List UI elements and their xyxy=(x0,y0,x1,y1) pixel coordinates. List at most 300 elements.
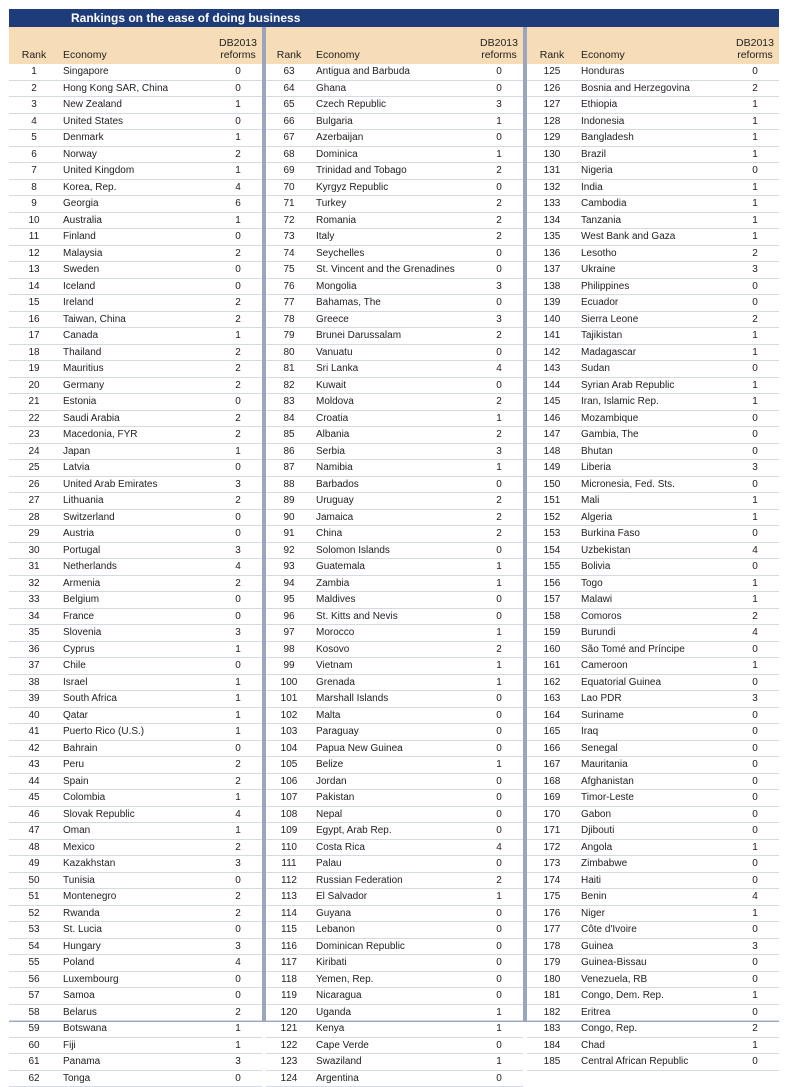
economy-cell: Thailand xyxy=(63,346,102,358)
rank-cell: 182 xyxy=(543,1006,561,1018)
reforms-cell: 0 xyxy=(235,874,241,886)
rank-cell: 6 xyxy=(31,148,37,160)
reforms-cell: 3 xyxy=(496,445,502,457)
economy-cell: Nigeria xyxy=(581,165,613,176)
rank-cell: 134 xyxy=(543,214,561,226)
table-row xyxy=(9,1037,262,1054)
rank-cell: 173 xyxy=(543,858,561,869)
rank-cell: 36 xyxy=(28,643,40,655)
table-row xyxy=(9,328,262,345)
rank-cell: 26 xyxy=(28,478,40,490)
economy-cell: Saudi Arabia xyxy=(63,412,120,424)
economy-cell: Vietnam xyxy=(316,660,353,671)
economy-cell: Panama xyxy=(63,1056,101,1067)
header-reforms-line1: DB2013 xyxy=(219,37,257,49)
table-row xyxy=(9,295,262,312)
economy-cell: Costa Rica xyxy=(316,841,365,853)
economy-cell: Montenegro xyxy=(63,891,117,902)
rank-cell: 86 xyxy=(283,445,295,457)
reforms-cell: 2 xyxy=(496,429,502,440)
reforms-cell: 0 xyxy=(752,808,758,820)
economy-cell: Iceland xyxy=(63,280,96,292)
economy-cell: Latvia xyxy=(63,462,90,473)
reforms-cell: 1 xyxy=(235,99,241,110)
economy-cell: Philippines xyxy=(581,280,630,292)
rank-cell: 184 xyxy=(543,1039,561,1051)
table-row xyxy=(527,361,779,378)
rank-cell: 68 xyxy=(283,148,295,160)
table-row xyxy=(9,97,262,114)
reforms-cell: 0 xyxy=(496,957,502,968)
rank-cell: 153 xyxy=(543,528,561,539)
table-row xyxy=(527,559,779,576)
rank-cell: 25 xyxy=(28,462,40,473)
table-row xyxy=(266,938,523,955)
rank-cell: 19 xyxy=(28,363,40,374)
economy-cell: Equatorial Guinea xyxy=(581,676,662,688)
rank-cell: 111 xyxy=(281,858,297,869)
table-row xyxy=(9,674,262,691)
rank-cell: 145 xyxy=(543,396,561,407)
economy-cell: United Arab Emirates xyxy=(63,478,158,490)
reforms-cell: 0 xyxy=(752,165,758,176)
reforms-cell: 0 xyxy=(496,66,502,77)
economy-cell: Yemen, Rep. xyxy=(316,973,374,985)
rank-cell: 46 xyxy=(28,808,40,820)
economy-cell: Tonga xyxy=(63,1072,91,1084)
rank-cell: 103 xyxy=(280,726,298,737)
table-row xyxy=(266,641,523,658)
reforms-cell: 0 xyxy=(496,924,502,935)
reforms-cell: 2 xyxy=(496,643,502,655)
rank-cell: 66 xyxy=(283,115,295,127)
rank-cell: 143 xyxy=(543,363,561,374)
rank-cell: 152 xyxy=(543,511,561,523)
table-row xyxy=(266,724,523,741)
header-reforms-line1: DB2013 xyxy=(736,37,774,49)
economy-cell: Haiti xyxy=(581,874,602,886)
economy-cell: China xyxy=(316,528,343,539)
reforms-cell: 0 xyxy=(496,181,502,193)
rank-cell: 75 xyxy=(283,264,295,275)
economy-cell: Puerto Rico (U.S.) xyxy=(63,726,145,737)
table-row xyxy=(527,262,779,279)
rank-cell: 30 xyxy=(28,544,40,556)
reforms-cell: 1 xyxy=(496,412,502,424)
reforms-cell: 4 xyxy=(235,181,241,193)
reforms-cell: 0 xyxy=(752,66,758,77)
table-row xyxy=(527,823,779,840)
economy-cell: Bolivia xyxy=(581,561,611,572)
reforms-cell: 0 xyxy=(752,775,758,787)
economy-cell: Palau xyxy=(316,858,342,869)
table-row xyxy=(527,938,779,955)
reforms-cell: 0 xyxy=(752,1006,758,1018)
economy-cell: Uzbekistan xyxy=(581,544,631,556)
reforms-cell: 1 xyxy=(752,198,758,209)
table-row xyxy=(527,1021,779,1038)
table-row xyxy=(266,955,523,972)
table-row xyxy=(527,163,779,180)
rank-cell: 148 xyxy=(543,445,561,457)
reforms-cell: 3 xyxy=(752,940,758,952)
economy-cell: Peru xyxy=(63,759,85,770)
table-row xyxy=(527,707,779,724)
reforms-cell: 1 xyxy=(496,627,502,638)
reforms-cell: 2 xyxy=(496,495,502,506)
rank-cell: 82 xyxy=(283,379,295,391)
table-row xyxy=(9,773,262,790)
table-row xyxy=(266,856,523,873)
table-row xyxy=(266,245,523,262)
reforms-cell: 2 xyxy=(496,330,502,341)
table-row xyxy=(527,839,779,856)
reforms-cell: 1 xyxy=(235,726,241,737)
table-row xyxy=(9,856,262,873)
rank-cell: 128 xyxy=(543,115,561,127)
reforms-cell: 3 xyxy=(235,478,241,490)
rank-cell: 35 xyxy=(28,627,40,638)
economy-cell: Tunisia xyxy=(63,874,95,886)
table-row xyxy=(527,971,779,988)
table-row xyxy=(527,1037,779,1054)
economy-cell: Jamaica xyxy=(316,511,354,523)
economy-cell: Ecuador xyxy=(581,297,619,308)
reforms-cell: 1 xyxy=(496,115,502,127)
reforms-cell: 0 xyxy=(235,990,241,1001)
reforms-cell: 1 xyxy=(496,660,502,671)
reforms-cell: 0 xyxy=(496,594,502,605)
economy-cell: Portugal xyxy=(63,544,101,556)
reforms-cell: 1 xyxy=(752,346,758,358)
economy-cell: Australia xyxy=(63,214,102,226)
rank-cell: 98 xyxy=(283,643,295,655)
reforms-cell: 1 xyxy=(235,445,241,457)
rank-cell: 133 xyxy=(543,198,561,209)
table-row xyxy=(266,773,523,790)
rank-cell: 43 xyxy=(28,759,40,770)
table-row xyxy=(9,839,262,856)
table-row xyxy=(9,493,262,510)
table-row xyxy=(527,328,779,345)
rank-cell: 131 xyxy=(543,165,561,176)
reforms-cell: 1 xyxy=(752,495,758,506)
rank-cell: 144 xyxy=(543,379,561,391)
reforms-cell: 1 xyxy=(752,594,758,605)
reforms-cell: 1 xyxy=(752,660,758,671)
economy-cell: Iran, Islamic Rep. xyxy=(581,396,659,407)
rank-cell: 89 xyxy=(283,495,295,506)
rank-cell: 14 xyxy=(28,280,40,292)
rank-cell: 149 xyxy=(543,462,561,473)
header-reforms xyxy=(214,27,262,64)
reforms-cell: 4 xyxy=(235,561,241,572)
reforms-cell: 1 xyxy=(235,643,241,655)
economy-cell: Guinea-Bissau xyxy=(581,957,647,968)
rank-cell: 138 xyxy=(543,280,561,292)
table-row xyxy=(266,196,523,213)
table-row xyxy=(266,377,523,394)
table-row xyxy=(266,1037,523,1054)
economy-cell: Tajikistan xyxy=(581,330,623,341)
economy-cell: Lebanon xyxy=(316,924,355,935)
rank-cell: 22 xyxy=(28,412,40,424)
economy-cell: Kiribati xyxy=(316,957,347,968)
economy-cell: Liberia xyxy=(581,462,612,473)
table-row xyxy=(9,377,262,394)
economy-cell: Bosnia and Herzegovina xyxy=(581,82,690,94)
reforms-cell: 0 xyxy=(496,825,502,836)
economy-cell: Fiji xyxy=(63,1039,76,1051)
table-row xyxy=(527,97,779,114)
reforms-cell: 2 xyxy=(235,363,241,374)
economy-cell: Sudan xyxy=(581,363,610,374)
reforms-cell: 0 xyxy=(496,544,502,556)
rank-cell: 164 xyxy=(543,709,561,721)
reforms-cell: 0 xyxy=(752,759,758,770)
reforms-cell: 0 xyxy=(752,858,758,869)
reforms-cell: 3 xyxy=(235,858,241,869)
economy-cell: Côte d'Ivoire xyxy=(581,924,637,935)
reforms-cell: 0 xyxy=(496,973,502,985)
reforms-cell: 3 xyxy=(752,264,758,275)
rank-cell: 110 xyxy=(281,841,297,853)
rank-cell: 24 xyxy=(28,445,40,457)
reforms-cell: 0 xyxy=(752,957,758,968)
rank-cell: 84 xyxy=(283,412,295,424)
rank-cell: 80 xyxy=(283,346,295,358)
table-row xyxy=(9,658,262,675)
economy-cell: Czech Republic xyxy=(316,99,387,110)
economy-cell: St. Kitts and Nevis xyxy=(316,610,398,622)
rank-cell: 158 xyxy=(543,610,561,622)
table-row xyxy=(9,146,262,163)
table-row xyxy=(266,839,523,856)
rank-cell: 125 xyxy=(543,66,561,77)
reforms-cell: 0 xyxy=(235,280,241,292)
reforms-cell: 2 xyxy=(235,891,241,902)
reforms-cell: 0 xyxy=(235,660,241,671)
economy-cell: Barbados xyxy=(316,478,359,490)
economy-cell: Canada xyxy=(63,330,99,341)
economy-cell: Jordan xyxy=(316,775,347,787)
rankings-column-1 xyxy=(9,27,262,1084)
reforms-cell: 0 xyxy=(496,132,502,143)
rank-cell: 176 xyxy=(543,907,561,919)
reforms-cell: 0 xyxy=(496,792,502,803)
rankings-column-3 xyxy=(527,27,779,1067)
reforms-cell: 0 xyxy=(752,1056,758,1067)
table-row xyxy=(9,278,262,295)
reforms-cell: 3 xyxy=(235,940,241,952)
reforms-cell: 2 xyxy=(235,412,241,424)
table-row xyxy=(266,410,523,427)
economy-cell: New Zealand xyxy=(63,99,122,110)
economy-cell: Azerbaijan xyxy=(316,132,364,143)
reforms-cell: 0 xyxy=(752,825,758,836)
economy-cell: Malaysia xyxy=(63,247,103,259)
economy-cell: Mauritius xyxy=(63,363,104,374)
economy-cell: Mauritania xyxy=(581,759,628,770)
rank-cell: 83 xyxy=(283,396,295,407)
economy-cell: Solomon Islands xyxy=(316,544,390,556)
economy-cell: Congo, Rep. xyxy=(581,1023,638,1034)
rank-cell: 146 xyxy=(543,412,561,424)
table-row xyxy=(9,988,262,1005)
economy-cell: Togo xyxy=(581,577,603,589)
reforms-cell: 0 xyxy=(235,742,241,754)
reforms-cell: 1 xyxy=(752,990,758,1001)
rank-cell: 41 xyxy=(28,726,40,737)
economy-cell: Marshall Islands xyxy=(316,693,389,704)
rank-cell: 13 xyxy=(28,264,40,275)
reforms-cell: 2 xyxy=(752,82,758,94)
economy-cell: Swaziland xyxy=(316,1056,362,1067)
rank-cell: 171 xyxy=(543,825,561,836)
reforms-cell: 1 xyxy=(496,462,502,473)
table-row xyxy=(527,988,779,1005)
rank-cell: 174 xyxy=(543,874,561,886)
economy-cell: South Africa xyxy=(63,693,117,704)
rank-cell: 27 xyxy=(28,495,40,506)
rank-cell: 109 xyxy=(280,825,298,836)
table-row xyxy=(266,262,523,279)
table-row xyxy=(266,163,523,180)
reforms-cell: 1 xyxy=(496,577,502,589)
economy-cell: Venezuela, RB xyxy=(581,973,648,985)
rank-cell: 16 xyxy=(28,313,40,325)
table-row xyxy=(266,476,523,493)
table-row xyxy=(9,707,262,724)
table-row xyxy=(266,212,523,229)
reforms-cell: 1 xyxy=(235,214,241,226)
economy-cell: United Kingdom xyxy=(63,165,135,176)
table-row xyxy=(527,295,779,312)
reforms-cell: 0 xyxy=(752,478,758,490)
rank-cell: 101 xyxy=(280,693,298,704)
rank-cell: 15 xyxy=(28,297,40,308)
table-row xyxy=(266,427,523,444)
table-row xyxy=(266,1070,523,1087)
economy-cell: Kosovo xyxy=(316,643,350,655)
reforms-cell: 0 xyxy=(235,231,241,242)
table-row xyxy=(9,163,262,180)
table-row xyxy=(266,542,523,559)
economy-cell: Taiwan, China xyxy=(63,313,126,325)
reforms-cell: 0 xyxy=(752,297,758,308)
rankings-body-1 xyxy=(9,64,262,1087)
table-row xyxy=(266,146,523,163)
table-row xyxy=(266,608,523,625)
economy-cell: Turkey xyxy=(316,198,347,209)
rank-cell: 167 xyxy=(543,759,561,770)
reforms-cell: 2 xyxy=(235,1006,241,1018)
reforms-cell: 0 xyxy=(752,445,758,457)
table-row xyxy=(266,295,523,312)
economy-cell: Morocco xyxy=(316,627,355,638)
reforms-cell: 3 xyxy=(235,544,241,556)
rank-cell: 56 xyxy=(28,973,40,985)
economy-cell: Zambia xyxy=(316,577,350,589)
reforms-cell: 0 xyxy=(235,511,241,523)
reforms-cell: 0 xyxy=(496,742,502,754)
reforms-cell: 1 xyxy=(235,330,241,341)
reforms-cell: 0 xyxy=(752,874,758,886)
reforms-cell: 0 xyxy=(496,346,502,358)
table-row xyxy=(527,460,779,477)
rank-cell: 28 xyxy=(28,511,40,523)
table-row xyxy=(9,575,262,592)
reforms-cell: 2 xyxy=(496,528,502,539)
rank-cell: 168 xyxy=(543,775,561,787)
reforms-cell: 2 xyxy=(235,313,241,325)
rank-cell: 17 xyxy=(28,330,40,341)
rank-cell: 170 xyxy=(543,808,561,820)
economy-cell: Brunei Darussalam xyxy=(316,330,402,341)
reforms-cell: 1 xyxy=(752,231,758,242)
economy-cell: Colombia xyxy=(63,792,106,803)
rank-cell: 105 xyxy=(280,759,298,770)
reforms-cell: 0 xyxy=(235,594,241,605)
reforms-cell: 1 xyxy=(235,792,241,803)
economy-cell: Pakistan xyxy=(316,792,355,803)
table-row xyxy=(9,361,262,378)
reforms-cell: 2 xyxy=(752,1023,758,1034)
table-row xyxy=(266,1054,523,1071)
rank-cell: 141 xyxy=(543,330,561,341)
rank-cell: 95 xyxy=(283,594,295,605)
economy-cell: Bulgaria xyxy=(316,115,353,127)
economy-cell: United States xyxy=(63,115,124,127)
reforms-cell: 0 xyxy=(496,726,502,737)
table-row xyxy=(527,146,779,163)
table-row xyxy=(266,1004,523,1021)
economy-cell: Lao PDR xyxy=(581,693,622,704)
economy-cell: Comoros xyxy=(581,610,622,622)
table-row xyxy=(9,608,262,625)
table-row xyxy=(9,476,262,493)
table-row xyxy=(9,427,262,444)
rank-cell: 157 xyxy=(543,594,561,605)
table-row xyxy=(9,790,262,807)
economy-cell: Russian Federation xyxy=(316,874,403,886)
table-row xyxy=(266,509,523,526)
header-rank: Rank xyxy=(527,27,577,64)
economy-cell: Hungary xyxy=(63,940,101,952)
table-row xyxy=(9,460,262,477)
rank-cell: 151 xyxy=(543,495,561,506)
rank-cell: 108 xyxy=(280,808,298,820)
reforms-cell: 1 xyxy=(752,1039,758,1051)
economy-cell: Armenia xyxy=(63,577,101,589)
table-row xyxy=(266,64,523,80)
table-row xyxy=(9,625,262,642)
rank-cell: 64 xyxy=(283,82,295,94)
reforms-cell: 1 xyxy=(752,907,758,919)
reforms-cell: 0 xyxy=(235,1072,241,1084)
rank-cell: 161 xyxy=(543,660,561,671)
economy-cell: Samoa xyxy=(63,990,95,1001)
rank-cell: 33 xyxy=(28,594,40,605)
table-row xyxy=(266,872,523,889)
rank-cell: 2 xyxy=(31,82,37,94)
rank-cell: 67 xyxy=(283,132,295,143)
table-row xyxy=(266,889,523,906)
economy-cell: Luxembourg xyxy=(63,973,119,985)
rank-cell: 39 xyxy=(28,693,40,704)
table-row xyxy=(266,311,523,328)
table-row xyxy=(9,526,262,543)
